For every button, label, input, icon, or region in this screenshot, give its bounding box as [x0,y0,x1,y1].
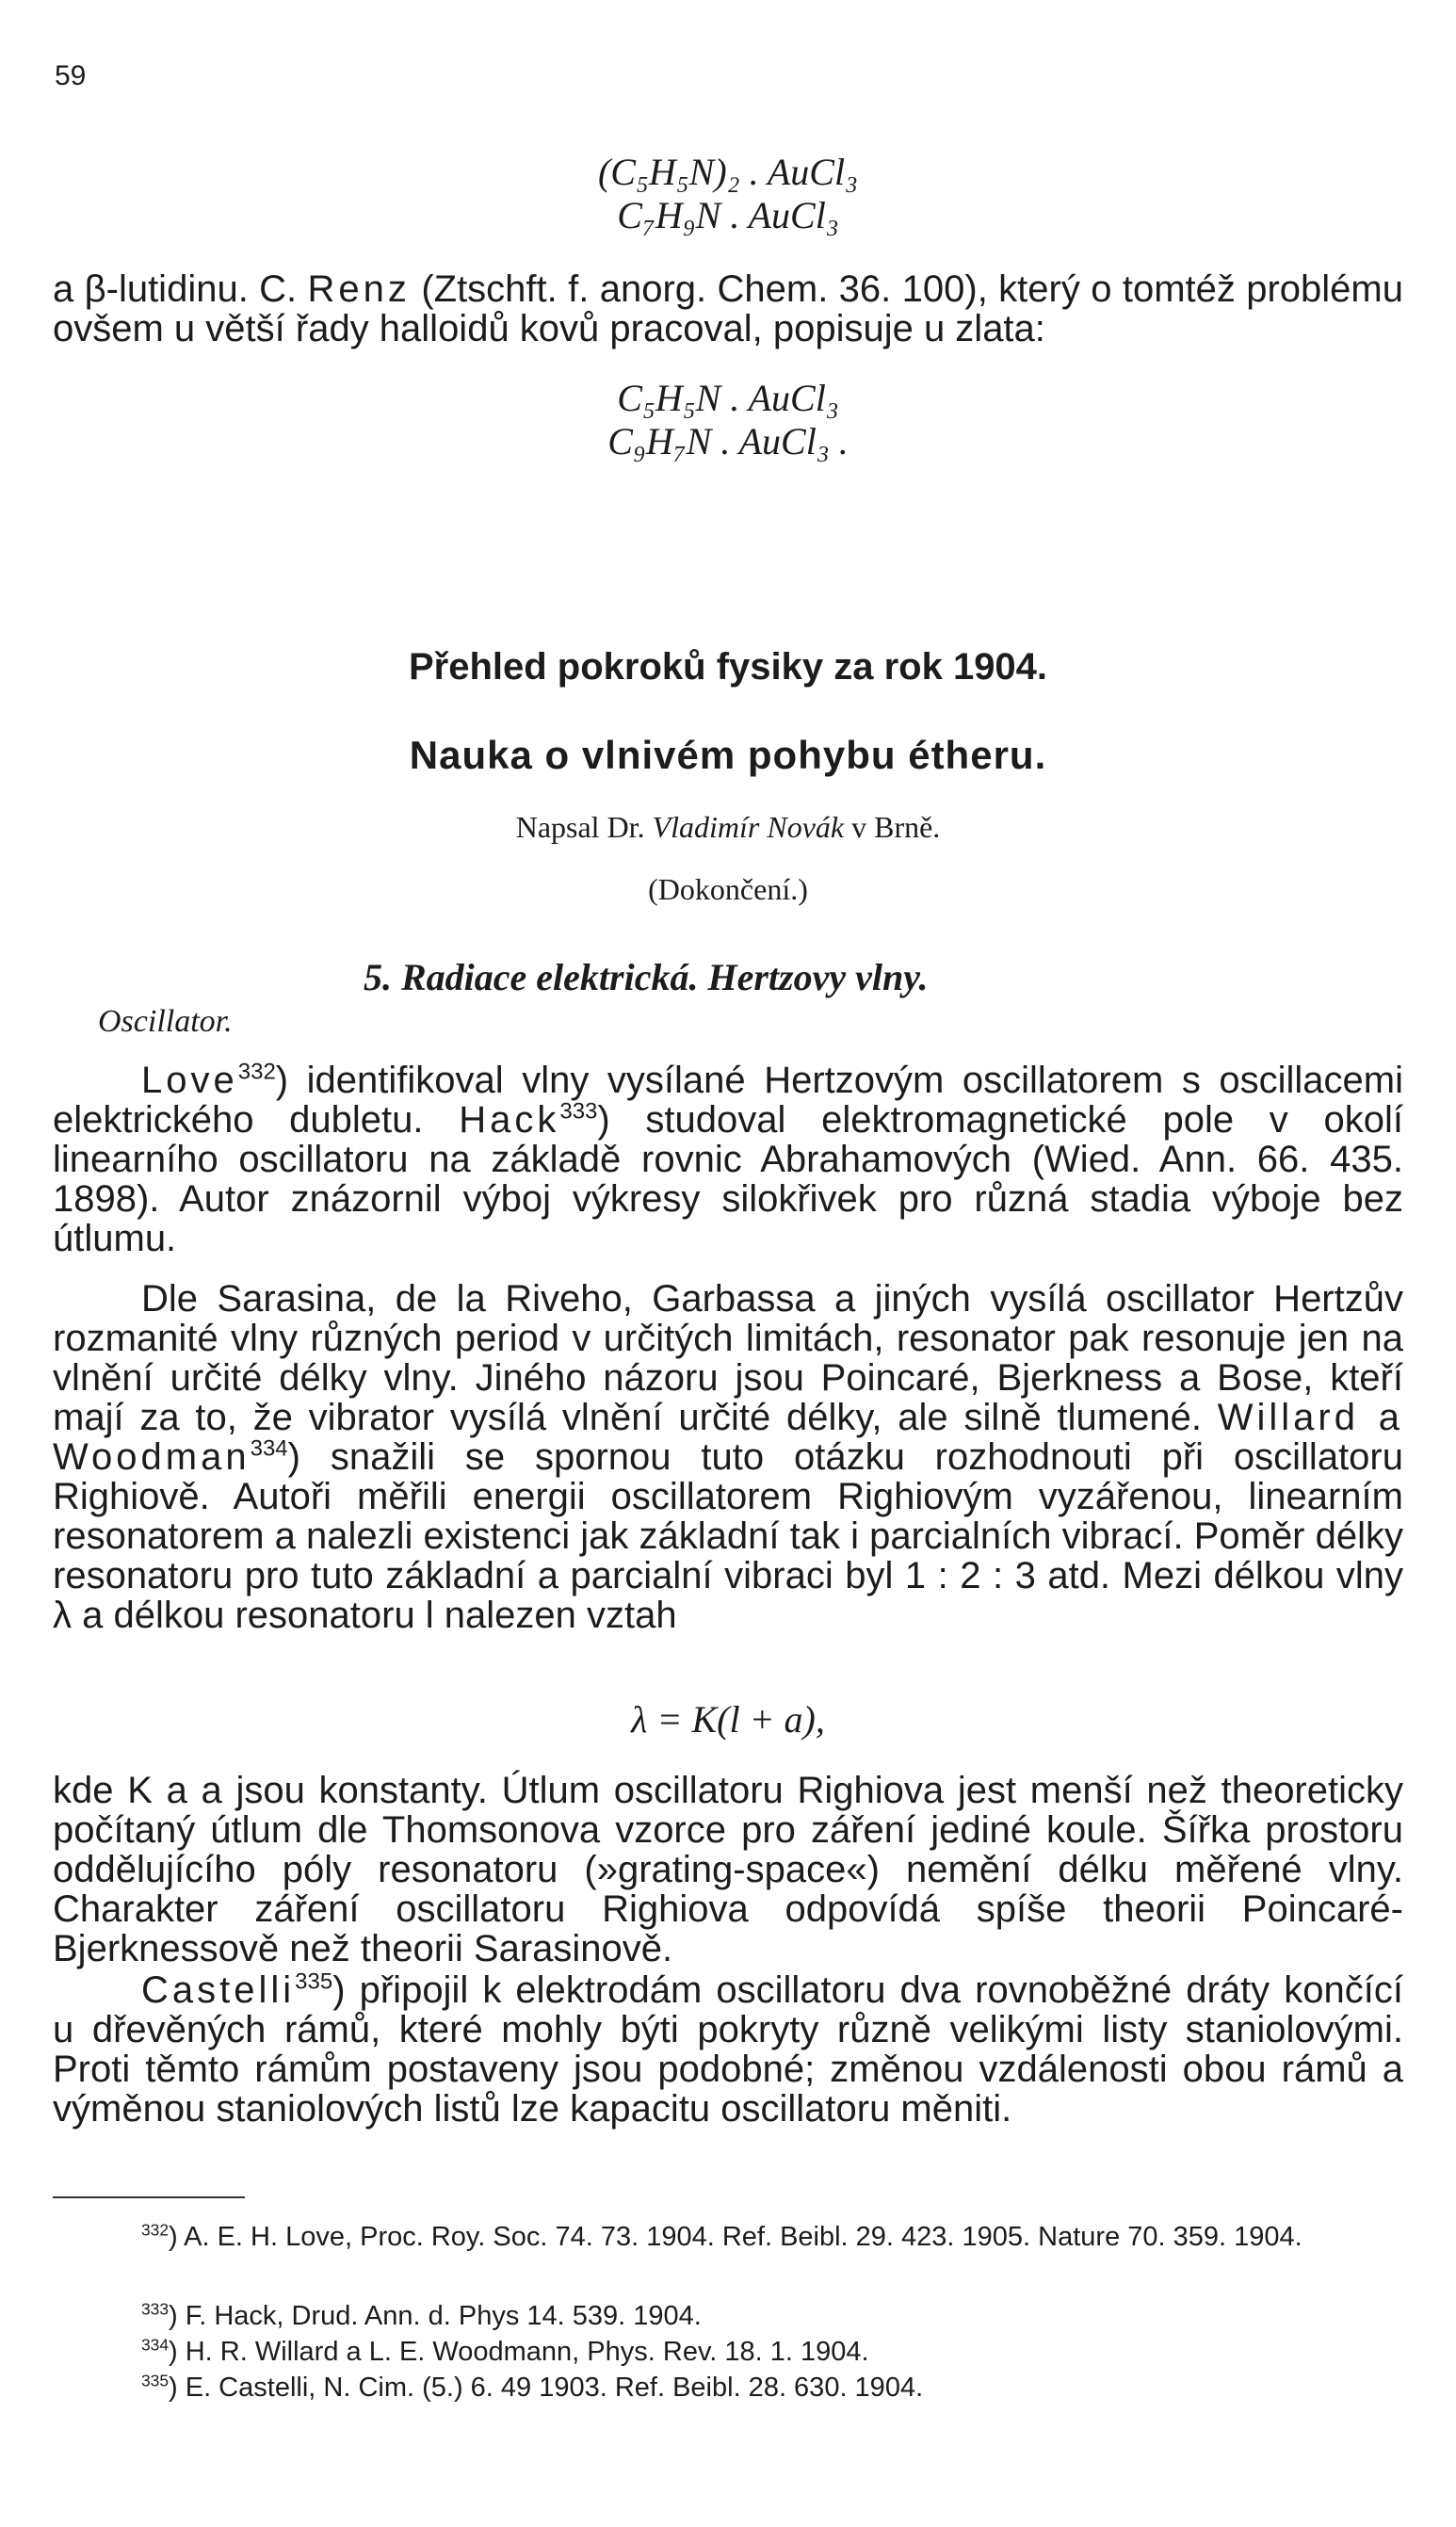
formula-block-top [0,151,1456,237]
continued-note: (Dokončení.) [648,872,808,906]
overview-heading: Přehled pokroků fysiky za rok 1904. [408,646,1048,688]
equation: λ = K(l + a), [631,1698,825,1741]
margin-label: Oscillator. [98,1004,233,1039]
section-heading: 5. Radiace elektrická. Hertzovy vlny. [364,956,929,998]
author-castelli: Castelli [141,1969,296,2011]
footnote: $^{334}$) H. R. Willard a L. E. Woodmann, Phys. Rev. 18. 1. 1904. [141,2335,869,2367]
formula-line: C₅H₅N . AuCl₃ [617,377,839,419]
intro-paragraph: a β-lutidinu. C. Renz (Ztschft. f. anorg. Chem. 36. 100), který o tomtéž problému ovšem u větší řady halloidů kovů pracoval, popisuje u zlata: [53,268,1403,349]
author-renz: Renz [307,268,411,310]
author-name: Vladimír Novák [652,810,845,844]
paragraph-love-hack: Love$^{332}$) identifikoval vlny vysílané Hertzovým oscillatorem s oscillacemi elektrického dubletu. Hack$^{333}$) studoval elektromagnetické pole v okolí linearního oscillatoru na základě rovnic Abrahamových (Wied. Ann. 66. 435. 1898). Autor znázornil výboj výkresy silokřivek pro různá stadia výboje bez útlumu. [53,1059,1403,1259]
footnote: $^{332}$) A. E. H. Love, Proc. Roy. Soc. 74. 73. 1904. Ref. Beibl. 29. 423. 1905. Nature 70. 359. 1904. [141,2220,1302,2252]
author-willard-woodman: Willard a Woodman [53,1397,1403,1478]
footnote: $^{333}$) F. Hack, Drud. Ann. d. Phys 14. 539. 1904. [141,2299,702,2331]
formula-line: C₉H₇N . AuCl₃ . [607,420,849,462]
footnote-ref: 333 [559,1098,598,1125]
paragraph-castelli: Castelli$^{335}$) připojil k elektrodám oscillatoru dva rovnoběžné dráty končící u dřevěných rámů, které mohly býti pokryty různě velikými listy staniolovými. Proti těmto rámům postaveny jsou podobné; změnou vzdálenosti obou rámů a výměnou staniolových listů lze kapacitu oscillatoru měniti. [53,1968,1403,2130]
page-number: 59 [55,60,87,91]
paragraph-sarasin: Dle Sarasina, de la Riveho, Garbassa a jiných vysílá oscillator Hertzův rozmanité vlny různých period v určitých limitách, resonator pak resonuje jen na vlnění určité délky vlny. Jiného názoru jsou Poincaré, Bjerkness a Bose, kteří mají za to, že vibrator vysílá vlnění určité délky, ale silně tlumené. Willard a Woodman$^{334}$) snažili se spornou tuto otázku rozhodnouti při oscillatoru Righiově. Autoři měřili energii oscillatorem Righiovým vyzářenou, linearním resonatorem a nalezli existenci jak základní tak i parcialních vibrací. Poměr délky resonatoru pro tuto základní a parcialní vibraci byl 1 : 2 : 3 atd. Mezi délkou vlny λ a délkou resonatoru l nalezen vztah [53,1278,1403,1636]
footnote-ref: 335 [295,1968,333,1995]
author-love: Love [141,1060,238,1101]
article-title: Nauka o vlnivém pohybu étheru. [409,733,1047,777]
formula-line: (C₅H₅N)₂ . AuCl₃ [597,151,858,193]
footnote-divider [53,2196,245,2198]
formula-line: C₇H₉N . AuCl₃ [617,194,839,236]
footnote: $^{335}$) E. Castelli, N. Cim. (5.) 6. 49 1903. Ref. Beibl. 28. 630. 1904. [141,2371,924,2403]
author-hack: Hack [459,1099,560,1141]
footnote-ref: 332 [237,1059,276,1085]
byline: Napsal Dr. Vladimír Novák v Brně. [515,810,941,844]
formula-block-mid [0,377,1456,463]
paragraph-constants: kde K a a jsou konstanty. Útlum oscillatoru Righiova jest menší než theoreticky počítaný útlum dle Thomsonova vzorce pro záření jediné koule. Šířka prostoru oddělujícího póly resonatoru (»grating-space«) nemění délku měřené vlny. Charakter záření oscillatoru Righiova odpovídá spíše theorii Poincaré-Bjerknessově než theorii Sarasinově. [53,1770,1403,1969]
footnote-ref: 334 [250,1435,288,1462]
